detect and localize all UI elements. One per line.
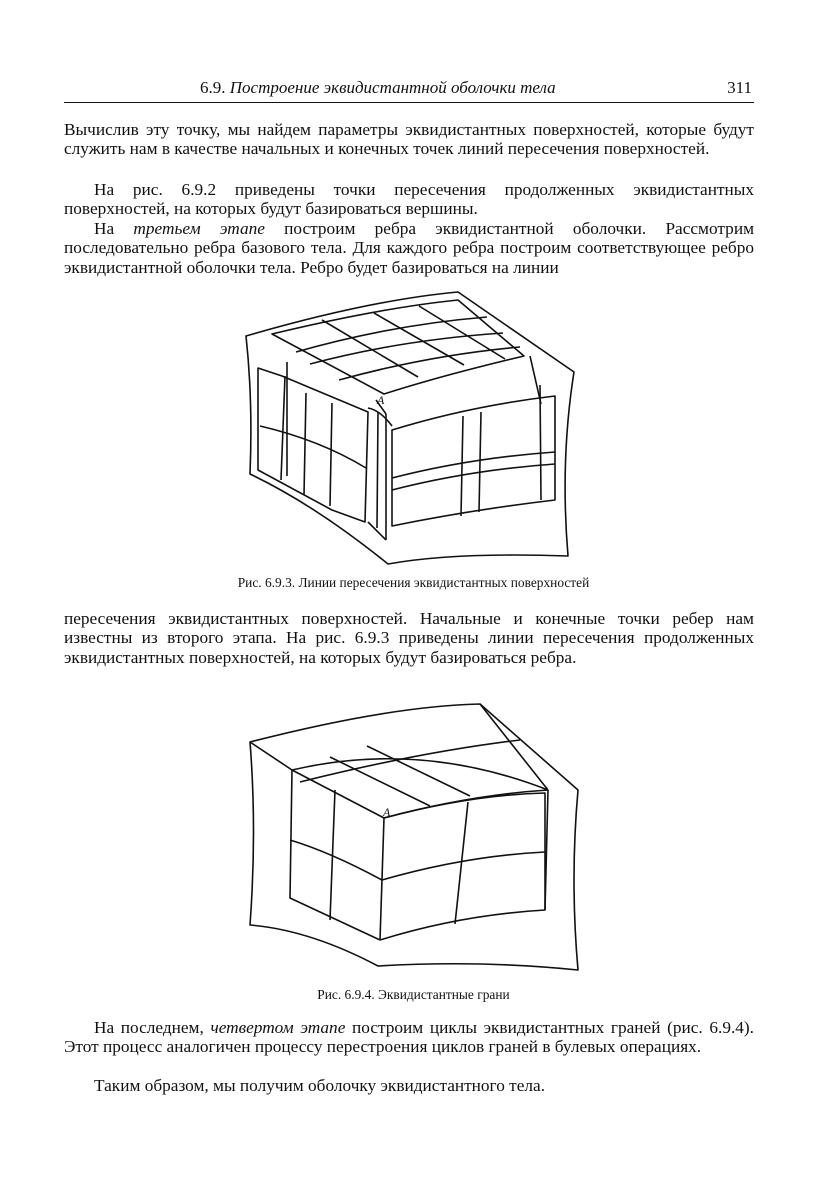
running-header <box>64 78 754 103</box>
figure-equidistant-faces <box>240 696 586 980</box>
point-label: A <box>383 805 391 819</box>
paragraph-6: Таким образом, мы получим оболочку эквидистантного тела. <box>94 1076 546 1095</box>
point-label: A <box>377 393 385 407</box>
paragraph-5: На последнем, четвертом этапе построим циклы эквидистантных граней (рис. 6.9.4). Этот процесс аналогичен процессу перестроения циклов граней в булевых операциях. <box>64 1018 754 1057</box>
figure-edge-lines <box>236 286 584 568</box>
paragraph-4: пересечения эквидистантных поверхностей. Начальные и конечные точки ребер нам известны из второго этапа. На рис. 6.9.3 приведены линии пересечения продолженных эквидистантных поверхностей, на которых будут базироваться ребра. <box>64 609 754 667</box>
page-number: 311 <box>727 78 752 97</box>
paragraph-2: На рис. 6.9.2 приведены точки пересечения продолженных эквидистантных поверхностей, на которых будут базироваться вершины. <box>64 180 754 219</box>
figure-caption-2: Рис. 6.9.4. Эквидистантные грани <box>317 987 510 1002</box>
section-heading: 6.9. Построение эквидистантной оболочки тела <box>200 78 556 97</box>
paragraph-3: На третьем этапе построим ребра эквидистантной оболочки. Рассмотрим последовательно ребра базового тела. Для каждого ребра построим соответствующее ребро эквидистантной оболочки тела. Ребро будет базироваться на линии <box>64 219 754 277</box>
figure-caption-1: Рис. 6.9.3. Линии пересечения эквидистантных поверхностей <box>237 575 590 590</box>
paragraph-1: Вычислив эту точку, мы найдем параметры эквидистантных поверхностей, которые будут служить нам в качестве начальных и конечных точек линий пересечения поверхностей. <box>64 120 754 159</box>
